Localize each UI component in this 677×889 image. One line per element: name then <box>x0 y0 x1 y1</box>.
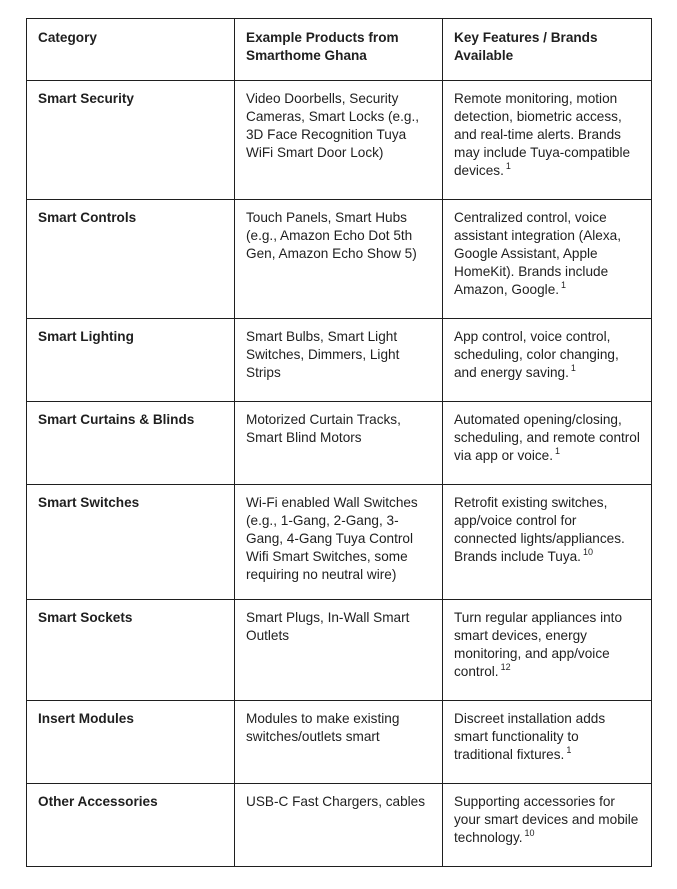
table-row <box>27 200 652 319</box>
features-text: Remote monitoring, motion detection, biometric access, and real-time alerts. Brands may include Tuya-compatible devices. <box>454 91 631 178</box>
citation-link[interactable]: 1 <box>570 363 576 374</box>
header-products: Example Products from Smarthome Ghana <box>235 19 443 81</box>
features-text: Centralized control, voice assistant integration (Alexa, Google Assistant, Apple HomeKit). Brands include Amazon, Google. <box>454 210 621 297</box>
features-text: Retrofit existing switches, app/voice control for connected lights/appliances. Brands include Tuya. <box>454 495 625 564</box>
citation-link[interactable]: 1 <box>505 161 511 172</box>
features-cell <box>443 701 652 784</box>
products-cell: Wi-Fi enabled Wall Switches (e.g., 1-Gang, 2-Gang, 3-Gang, 4-Gang Tuya Control Wifi Smart Switches, some requiring no neutral wire) <box>235 485 443 600</box>
citation-link[interactable]: 10 <box>524 828 535 839</box>
table-row <box>27 784 652 867</box>
header-features: Key Features / Brands Available <box>443 19 652 81</box>
citation-link[interactable]: 10 <box>582 547 593 558</box>
features-cell <box>443 784 652 867</box>
category-cell: Smart Sockets <box>27 600 235 701</box>
citation-link[interactable]: 1 <box>555 446 561 457</box>
table-row <box>27 81 652 200</box>
features-text: Supporting accessories for your smart devices and mobile technology. <box>454 794 639 845</box>
features-cell <box>443 200 652 319</box>
category-cell: Smart Security <box>27 81 235 200</box>
products-table <box>26 18 652 867</box>
features-text: App control, voice control, scheduling, color changing, and energy saving. <box>454 329 619 380</box>
products-cell: USB-C Fast Chargers, cables <box>235 784 443 867</box>
table-row <box>27 402 652 485</box>
category-cell: Smart Controls <box>27 200 235 319</box>
products-cell: Video Doorbells, Security Cameras, Smart Locks (e.g., 3D Face Recognition Tuya WiFi Smart Door Lock) <box>235 81 443 200</box>
features-text: Discreet installation adds smart functionality to traditional fixtures. <box>454 711 606 762</box>
citation-link[interactable]: 12 <box>500 662 511 673</box>
features-cell <box>443 319 652 402</box>
features-cell <box>443 402 652 485</box>
products-cell: Smart Plugs, In-Wall Smart Outlets <box>235 600 443 701</box>
features-cell <box>443 81 652 200</box>
citation-link[interactable]: 1 <box>561 280 567 291</box>
products-cell: Touch Panels, Smart Hubs (e.g., Amazon Echo Dot 5th Gen, Amazon Echo Show 5) <box>235 200 443 319</box>
header-category: Category <box>27 19 235 81</box>
products-cell: Motorized Curtain Tracks, Smart Blind Motors <box>235 402 443 485</box>
features-text: Turn regular appliances into smart devices, energy monitoring, and app/voice control. <box>454 610 623 679</box>
table-row <box>27 319 652 402</box>
header-row <box>27 19 652 81</box>
category-cell: Insert Modules <box>27 701 235 784</box>
products-cell: Smart Bulbs, Smart Light Switches, Dimmers, Light Strips <box>235 319 443 402</box>
category-cell: Smart Switches <box>27 485 235 600</box>
features-cell <box>443 600 652 701</box>
citation-link[interactable]: 1 <box>566 745 572 756</box>
features-text: Automated opening/closing, scheduling, and remote control via app or voice. <box>454 412 640 463</box>
category-cell: Smart Curtains & Blinds <box>27 402 235 485</box>
table-row <box>27 485 652 600</box>
category-cell: Other Accessories <box>27 784 235 867</box>
table-row <box>27 701 652 784</box>
features-cell <box>443 485 652 600</box>
products-cell: Modules to make existing switches/outlets smart <box>235 701 443 784</box>
category-cell: Smart Lighting <box>27 319 235 402</box>
table-row <box>27 600 652 701</box>
